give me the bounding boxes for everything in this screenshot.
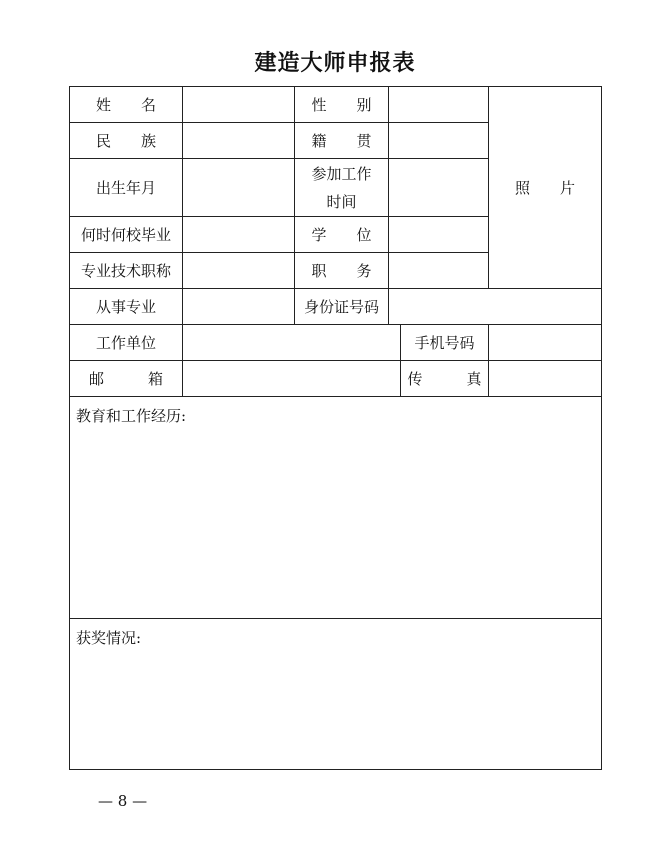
fax-label: 传 真: [401, 361, 489, 397]
specialty-label: 从事专业: [70, 289, 183, 325]
birth-date-label: 出生年月: [70, 159, 183, 217]
graduation-field[interactable]: [183, 217, 295, 253]
employer-field[interactable]: [183, 325, 401, 361]
email-label: 邮 箱: [70, 361, 183, 397]
id-number-field[interactable]: [389, 289, 602, 325]
table-row: [70, 397, 602, 619]
native-place-label: 籍 贯: [295, 123, 389, 159]
birth-date-field[interactable]: [183, 159, 295, 217]
work-start-label: 参加工作 时间: [295, 159, 389, 217]
degree-field[interactable]: [389, 217, 489, 253]
photo-box[interactable]: 照 片: [489, 87, 602, 289]
form-title: 建造大师申报表: [254, 50, 416, 76]
ethnicity-field[interactable]: [183, 123, 295, 159]
mobile-field[interactable]: [489, 325, 602, 361]
work-start-field[interactable]: [389, 159, 489, 217]
table-row: [70, 289, 602, 325]
employer-label: 工作单位: [70, 325, 183, 361]
email-field[interactable]: [183, 361, 401, 397]
table-row: [70, 619, 602, 770]
gender-label: 性 别: [295, 87, 389, 123]
education-experience-field[interactable]: [70, 397, 602, 619]
native-place-field[interactable]: [389, 123, 489, 159]
application-form-table: [69, 86, 602, 770]
id-number-label: 身份证号码: [295, 289, 389, 325]
professional-title-field[interactable]: [183, 253, 295, 289]
awards-field[interactable]: [70, 619, 602, 770]
name-label: 姓 名: [70, 87, 183, 123]
position-label: 职 务: [295, 253, 389, 289]
education-experience-label: 教育和工作经历:: [76, 407, 187, 425]
name-field[interactable]: [183, 87, 295, 123]
graduation-label: 何时何校毕业: [70, 217, 183, 253]
professional-title-label: 专业技术职称: [70, 253, 183, 289]
position-field[interactable]: [389, 253, 489, 289]
specialty-field[interactable]: [183, 289, 295, 325]
fax-field[interactable]: [489, 361, 602, 397]
table-row: [70, 87, 602, 123]
ethnicity-label: 民 族: [70, 123, 183, 159]
table-row: [70, 325, 602, 361]
page-number: — 8 —: [98, 792, 148, 810]
mobile-label: 手机号码: [401, 325, 489, 361]
awards-label: 获奖情况:: [76, 629, 142, 647]
gender-field[interactable]: [389, 87, 489, 123]
table-row: [70, 361, 602, 397]
degree-label: 学 位: [295, 217, 389, 253]
